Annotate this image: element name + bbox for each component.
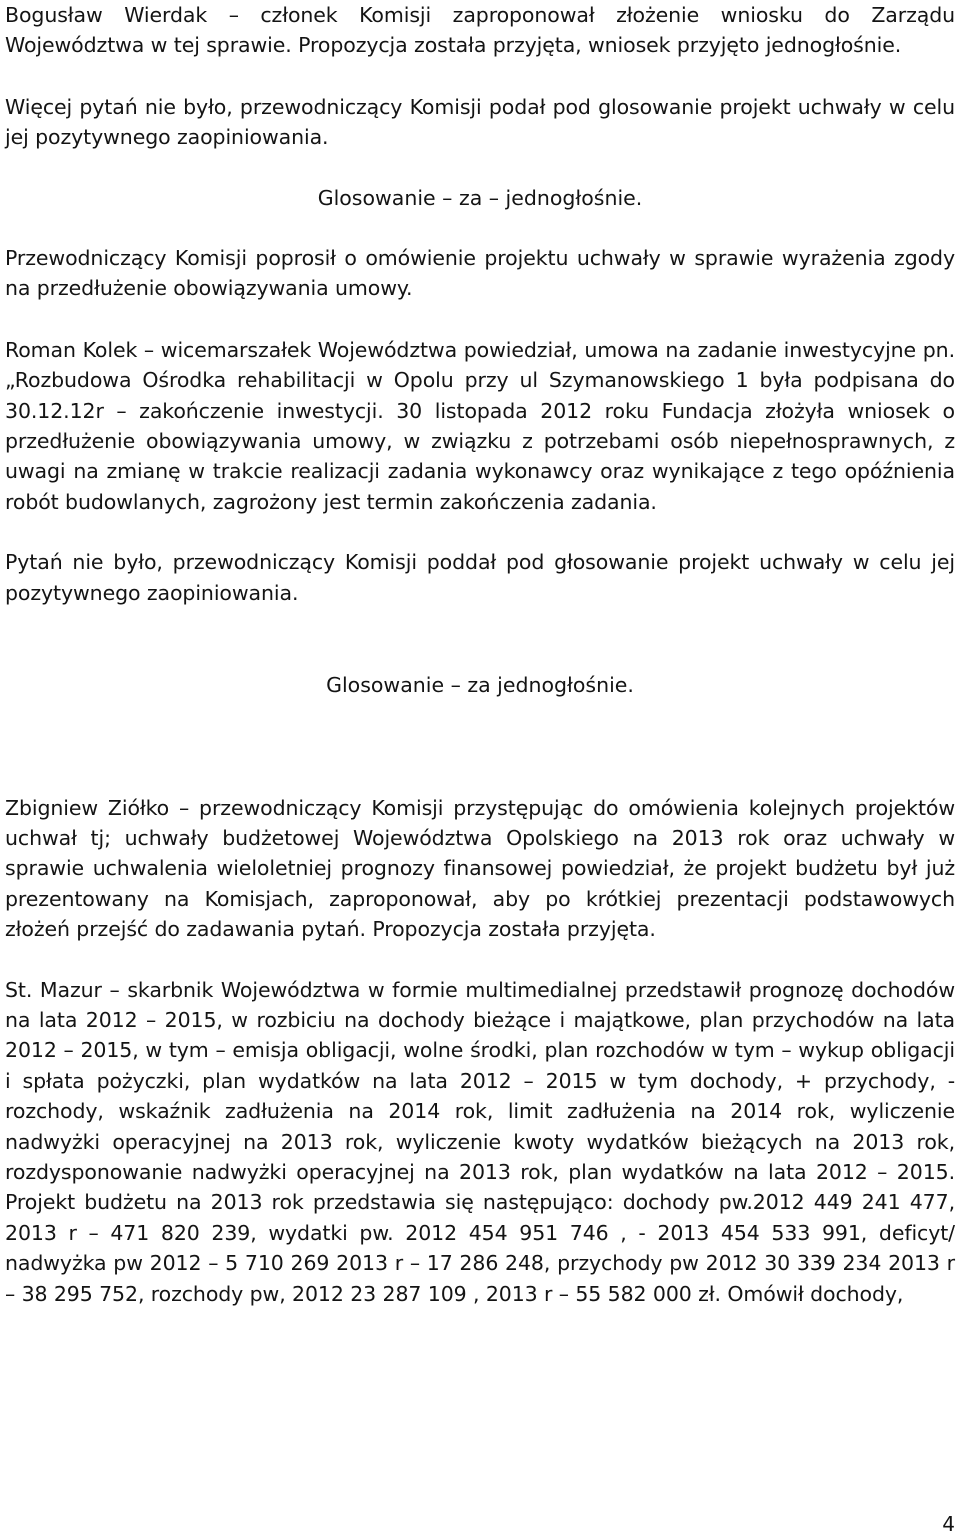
paragraph-kolek-statement: Roman Kolek – wicemarszałek Województwa powiedział, umowa na zadanie inwestycyjne pn. „Rozbudowa Ośrodka rehabilitacji w Opolu przy ul Szymanowskiego 1 była podpisana do 30.12.12r – zakończenie inwestycji. 30 listopada 2012 roku Fundacja złożyła wniosek o przedłużenie obowiązywania umowy, w związku z potrzebami osób niepełnosprawnych, z uwagi na zmianę w trakcie realizacji zadania wykonawcy oraz wynikające z tego opóźnienia robót budowlanych, zagrożony jest termin zakończenia zadania.: [5, 337, 955, 514]
spacer: [5, 213, 955, 243]
page-number: 4: [942, 1512, 955, 1536]
spacer: [5, 153, 955, 183]
paragraph-mazur-budget: St. Mazur – skarbnik Województwa w formie multimedialnej przedstawił prognozę dochodów na lata 2012 – 2015, w rozbiciu na dochody bieżące i majątkowe, plan przychodów na lata 2012 – 2015, w tym – emisja obligacji, wolne środki, plan rozchodów w tym – wykup obligacji i spłata pożyczki, plan wydatków na lata 2012 – 2015 w tym dochody, + przychody, -rozchody, wskaźnik zadłużenia na 2014 rok, limit zadłużenia na 2014 rok, wyliczenie nadwyżki operacyjnej na 2013 rok, wyliczenie kwoty wydatków bieżących na 2013 rok, rozdysponowanie nadwyżki operacyjnej na 2013 rok, plan wydatków na lata 2012 – 2015. Projekt budżetu na 2013 rok przedstawia się następująco: dochody pw.2012 449 241 477, 2013 r – 471 820 239, wydatki pw. 2012 454 951 746 , - 2013 454 533 991, deficyt/ nadwyżka pw 2012 – 5 710 269 2013 r – 17 286 248, przychody pw 2012 30 339 234 2013 r – 38 295 752, rozchody pw, 2012 23 287 109 , 2013 r – 55 582 000 zł. Omówił dochody,: [5, 977, 955, 1306]
spacer: [5, 701, 955, 793]
document-page: [5, 0, 955, 1309]
paragraph-ziolko-statement: Zbigniew Ziółko – przewodniczący Komisji przystępując do omówienia kolejnych projektów uchwał tj; uchwały budżetowej Województwa Opolskiego na 2013 rok oraz uchwały w sprawie uchwalenia wieloletniej prognozy finansowej powiedział, że projekt budżetu był już prezentowany na Komisjach, zaproponował, aby po krótkiej prezentacji podstawowych złożeń przejść do zadawania pytań. Propozycja została przyjęta.: [5, 795, 955, 942]
paragraph-resolution-request: Przewodniczący Komisji poprosił o omówienie projektu uchwały w sprawie wyrażenia zgody na przedłużenie obowiązywania umowy.: [5, 246, 955, 301]
paragraph-wierdak-motion: Bogusław Wierdak – członek Komisji zaproponował złożenie wniosku do Zarządu Województwa w tej sprawie. Propozycja została przyjęta, wniosek przyjęto jednogłośnie.: [5, 3, 955, 58]
vote-result: Glosowanie – za – jednogłośnie.: [317, 185, 643, 210]
spacer: [5, 304, 955, 335]
paragraph-vote-request-2: Pytań nie było, przewodniczący Komisji poddał pod głosowanie projekt uchwały w celu jej pozytywnego zaopiniowania.: [5, 550, 955, 605]
paragraph-vote-request: Więcej pytań nie było, przewodniczący Komisji podał pod glosowanie projekt uchwały w celu jej pozytywnego zaopiniowania.: [5, 94, 955, 150]
vote-result-2: Glosowanie – za jednogłośnie.: [326, 673, 634, 698]
spacer: [5, 61, 955, 92]
spacer: [5, 517, 955, 547]
spacer: [5, 945, 955, 975]
spacer: [5, 608, 955, 670]
